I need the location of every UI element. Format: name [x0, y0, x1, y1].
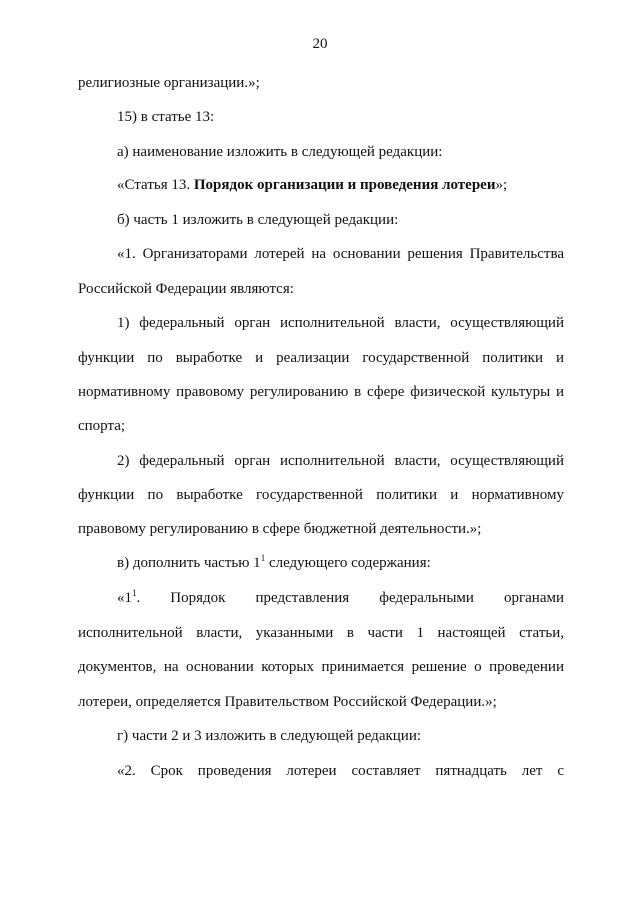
superscript: 1	[260, 553, 266, 563]
text-fragment: . Порядок представления федеральными органами	[136, 590, 564, 606]
text-line: «1. Организаторами лотерей на основании решения Правительства	[117, 246, 564, 262]
text-fragment: «1	[117, 590, 132, 606]
text-line: 1) федеральный орган исполнительной власти, осуществляющий	[117, 315, 564, 331]
text-line: правовому регулированию в сфере бюджетной деятельности.»;	[78, 521, 482, 537]
text-line: нормативному правовому регулированию в сфере физической культуры и	[78, 384, 564, 400]
text-line: функции по выработке и реализации государственной политики и	[78, 350, 564, 366]
text-line: «2. Срок проведения лотереи составляет пятнадцать лет с	[117, 763, 564, 779]
text-line: б) часть 1 изложить в следующей редакции:	[117, 212, 399, 228]
text-fragment: в) дополнить частью 1	[117, 555, 261, 571]
superscript: 1	[132, 588, 137, 598]
text-line: исполнительной власти, указанными в части 1 настоящей статьи,	[78, 625, 564, 641]
text-line: лотереи, определяется Правительством Российской Федерации.»;	[78, 694, 497, 710]
text-line: 15) в статье 13:	[117, 109, 215, 125]
text-line-with-superscript	[117, 589, 564, 607]
text-line: религиозные организации.»;	[78, 75, 260, 91]
text-line: 2) федеральный орган исполнительной власти, осуществляющий	[117, 453, 564, 469]
text-line: Российской Федерации являются:	[78, 281, 294, 297]
text-line: а) наименование изложить в следующей редакции:	[117, 144, 443, 160]
text-line-with-superscript	[117, 554, 564, 572]
text-line: г) части 2 и 3 изложить в следующей редакции:	[117, 728, 422, 744]
article-title-bold: Порядок организации и проведения лотереи	[193, 177, 496, 193]
text-fragment: «Статья 13.	[117, 177, 194, 193]
text-fragment: »;	[495, 177, 508, 193]
page-number: 20	[312, 36, 328, 52]
text-fragment: следующего содержания:	[265, 555, 431, 571]
text-line: функции по выработке государственной политики и нормативному	[78, 487, 564, 503]
text-line: документов, на основании которых принимается решение о проведении	[78, 659, 564, 675]
article-heading-line	[117, 176, 564, 194]
text-line: спорта;	[78, 418, 126, 434]
